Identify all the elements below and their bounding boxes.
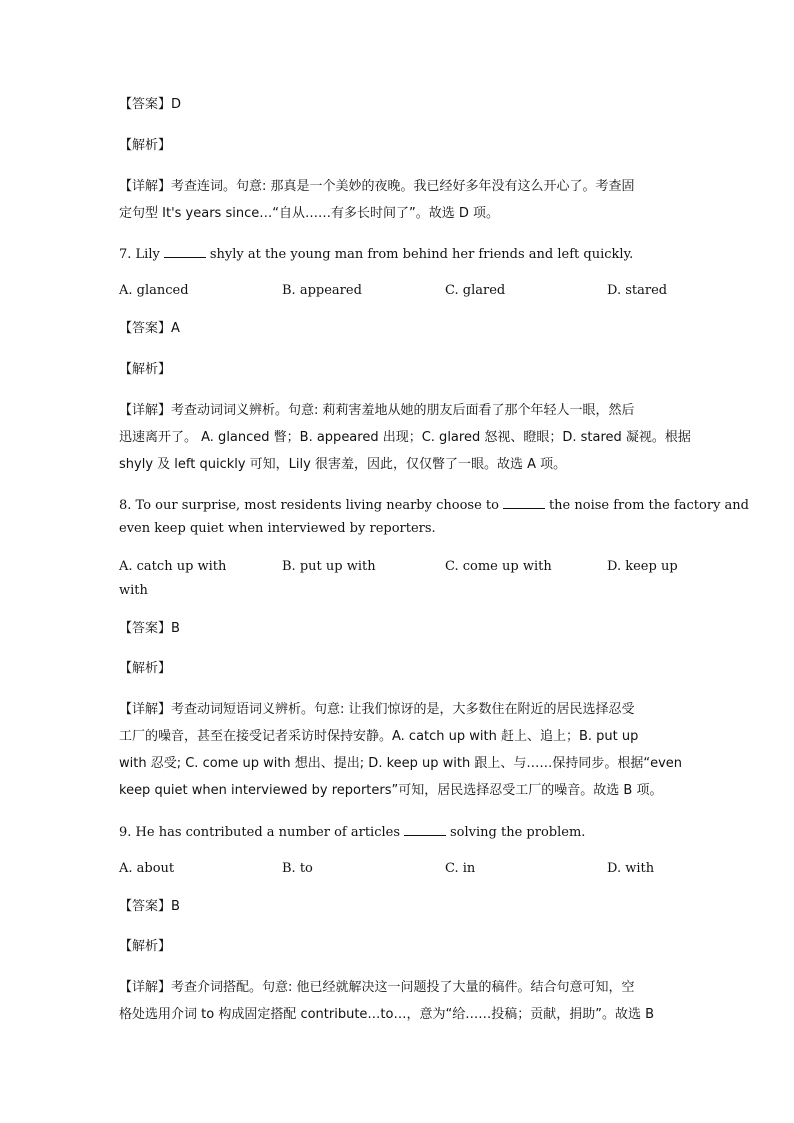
q9-detail-line1: 【详解】考查介词搭配。句意: 他已经就解决这一问题投了大量的稿件。结合句意可知，空 (119, 980, 635, 995)
q8-detail-line3: with 忍受; C. come up with 想出、提出; D. keep up with 跟上、与……保持同步。根据“even (119, 756, 683, 771)
q8-answer: 【答案】B (119, 621, 180, 636)
q6-detail-line2: 定句型 It's years since…“自从……有多长时间了”。故选 D 项。 (119, 206, 499, 221)
q8-detail-line1: 【详解】考查动词短语词义辨析。句意: 让我们惊讶的是，大多数住在附近的居民选择忍受 (119, 702, 635, 717)
q8-stem-prefix: 8. To our surprise, most residents living nearby choose to (119, 498, 499, 513)
q9-option-b: B. to (282, 861, 313, 876)
q9-analysis-label: 【解析】 (119, 939, 172, 954)
q8-option-a: A. catch up with (119, 559, 227, 574)
q7-analysis-label: 【解析】 (119, 362, 172, 377)
q8-stem-line2: even keep quiet when interviewed by reporters. (119, 521, 436, 536)
q8-detail-line4: keep quiet when interviewed by reporters”可知，居民选择忍受工厂的噪音。故选 B 项。 (119, 783, 663, 798)
q6-answer: 【答案】D (119, 97, 182, 112)
q6-detail-line1: 【详解】考查连词。句意: 那真是一个美妙的夜晚。我已经好多年没有这么开心了。考查固 (119, 179, 635, 194)
q9-option-a: A. about (119, 861, 175, 876)
q8-stem-suffix: the noise from the factory and (548, 498, 749, 513)
q8-option-c: C. come up with (445, 559, 552, 574)
q9-detail-line2: 格处选用介词 to 构成固定搭配 contribute…to…，意为“给……投稿；贡献，捐助”。故选 B (119, 1007, 654, 1022)
q7-detail-line1: 【详解】考查动词词义辨析。句意: 莉莉害羞地从她的朋友后面看了那个年轻人一眼，然后 (119, 403, 635, 418)
q7-answer: 【答案】A (119, 321, 180, 336)
q8-blank (503, 496, 545, 509)
q9-blank (404, 823, 446, 836)
q6-analysis-label: 【解析】 (119, 138, 172, 153)
q7-detail-line2: 迅速离开了。 A. glanced 瞥；B. appeared 出现；C. glared 怒视、瞪眼；D. stared 凝视。根据 (119, 430, 691, 445)
q8-analysis-label: 【解析】 (119, 661, 172, 676)
q8-option-b: B. put up with (282, 559, 376, 574)
q7-option-a: A. glanced (119, 283, 189, 298)
q9-answer: 【答案】B (119, 899, 180, 914)
q7-option-b: B. appeared (282, 283, 362, 298)
q7-blank (164, 245, 206, 258)
q9-option-d: D. with (607, 861, 655, 876)
q8-option-d: D. keep up (607, 559, 678, 574)
q8-option-d-cont: with (119, 583, 148, 598)
q7-option-c: C. glared (445, 283, 506, 298)
q7-option-d: D. stared (607, 283, 668, 298)
q9-option-c: C. in (445, 861, 476, 876)
q9-stem-prefix: 9. He has contributed a number of articles (119, 825, 401, 840)
q7-detail-line3: shyly 及 left quickly 可知，Lily 很害羞，因此，仅仅瞥了一眼。故选 A 项。 (119, 457, 567, 472)
q9-stem (119, 823, 585, 842)
q7-stem-suffix: shyly at the young man from behind her friends and left quickly. (209, 247, 634, 262)
q8-detail-line2: 工厂的噪音，甚至在接受记者采访时保持安静。A. catch up with 赶上、追上；B. put up (119, 729, 639, 744)
q8-stem (119, 496, 749, 515)
q7-stem-prefix: 7. Lily (119, 247, 160, 262)
q9-stem-suffix: solving the problem. (450, 825, 586, 840)
q7-stem (119, 245, 633, 264)
